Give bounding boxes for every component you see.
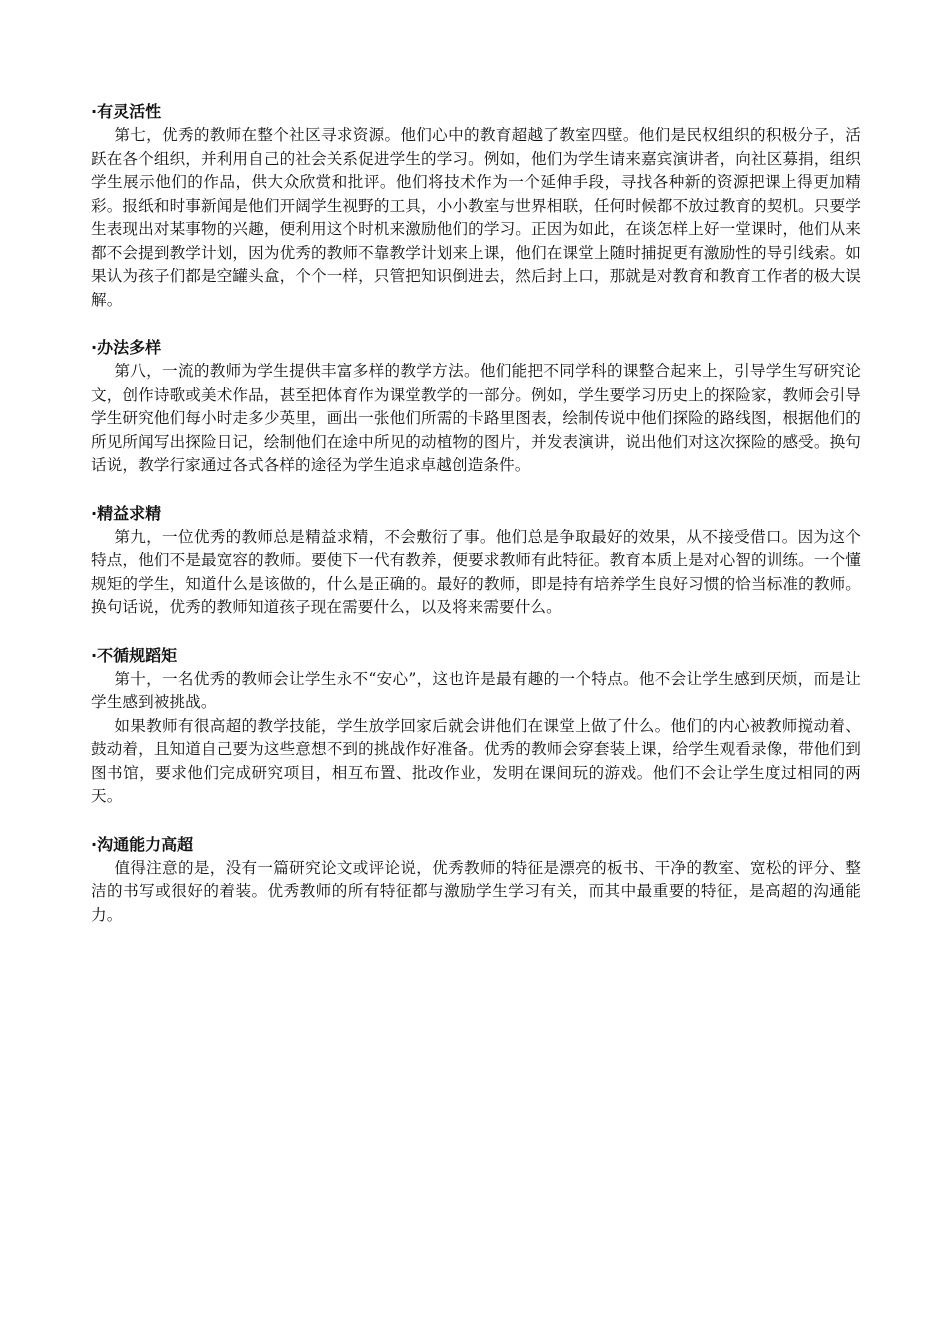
section-paragraph: 第十，一名优秀的教师会让学生永不“安心”，这也许是最有趣的一个特点。他不会让学生感到厌烦，而是让学生感到被挑战。 — [91, 669, 861, 711]
section-heading: ·办法多样 — [91, 338, 162, 357]
section-paragraph: 如果教师有很高超的教学技能，学生放学回家后就会讲他们在课堂上做了什么。他们的内心被教师搅动着、鼓动着，且知道自己要为这些意想不到的挑战作好准备。优秀的教师会穿套装上课，给学生观看录像，带他们到图书馆，要求他们完成研究项目，相互布置、批改作业，发明在课间玩的游戏。他们不会让学生度过相同的两天。 — [91, 716, 861, 805]
section-heading: ·精益求精 — [91, 503, 162, 523]
section-excellence — [91, 502, 861, 620]
section-diverse-methods — [91, 336, 861, 478]
section-heading: ·有灵活性 — [91, 102, 162, 121]
section-heading: ·沟通能力高超 — [91, 834, 194, 854]
section-flexibility — [91, 100, 861, 312]
section-unconventional — [91, 644, 861, 809]
section-paragraph: 第九，一位优秀的教师总是精益求精，不会敷衍了事。他们总是争取最好的效果，从不接受借口。因为这个特点，他们不是最宽容的教师。要使下一代有教养，便要求教师有此特征。教育本质上是对心智的训练。一个懂规矩的学生，知道什么是该做的，什么是正确的。最好的教师，即是持有培养学生良好习惯的恰当标准的教师。换句话说，优秀的教师知道孩子现在需要什么，以及将来需要什么。 — [91, 527, 861, 616]
document-page — [91, 100, 861, 951]
section-communication — [91, 833, 861, 928]
section-heading: ·不循规蹈矩 — [91, 645, 178, 665]
section-paragraph: 值得注意的是，没有一篇研究论文或评论说，优秀教师的特征是漂亮的板书、干净的教室、宽松的评分、整洁的书写或很好的着装。优秀教师的所有特征都与激励学生学习有关，而其中最重要的特征，是高超的沟通能力。 — [91, 858, 861, 924]
section-paragraph: 第八，一流的教师为学生提供丰富多样的教学方法。他们能把不同学科的课整合起来上，引导学生写研究论文，创作诗歌或美术作品，甚至把体育作为课堂教学的一部分。例如，学生要学习历史上的探险家，教师会引导学生研究他们每小时走多少英里，画出一张他们所需的卡路里图表，绘制传说中他们探险的路线图，根据他们的所见所闻写出探险日记，绘制他们在途中所见的动植物的图片，并发表演讲，说出他们对这次探险的感受。换句话说，教学行家通过各式各样的途径为学生追求卓越创造条件。 — [91, 362, 861, 474]
section-paragraph: 第七，优秀的教师在整个社区寻求资源。他们心中的教育超越了教室四壁。他们是民权组织的积极分子，活跃在各个组织，并利用自己的社会关系促进学生的学习。例如，他们为学生请来嘉宾演讲者，向社区募捐，组织学生展示他们的作品，供大众欣赏和批评。他们将技术作为一个延伸手段，寻找各种新的资源把课上得更加精彩。报纸和时事新闻是他们开阔学生视野的工具，小小教室与世界相联，任何时候都不放过教育的契机。只要学生表现出对某事物的兴趣，便利用这个时机来激励他们的学习。正因为如此，在谈怎样上好一堂课时，他们从来都不会提到教学计划，因为优秀的教师不靠教学计划来上课，他们在课堂上随时捕捉更有激励性的导引线索。如果认为孩子们都是空罐头盒，个个一样，只管把知识倒进去，然后封上口，那就是对教育和教育工作者的极大误解。 — [91, 126, 861, 309]
